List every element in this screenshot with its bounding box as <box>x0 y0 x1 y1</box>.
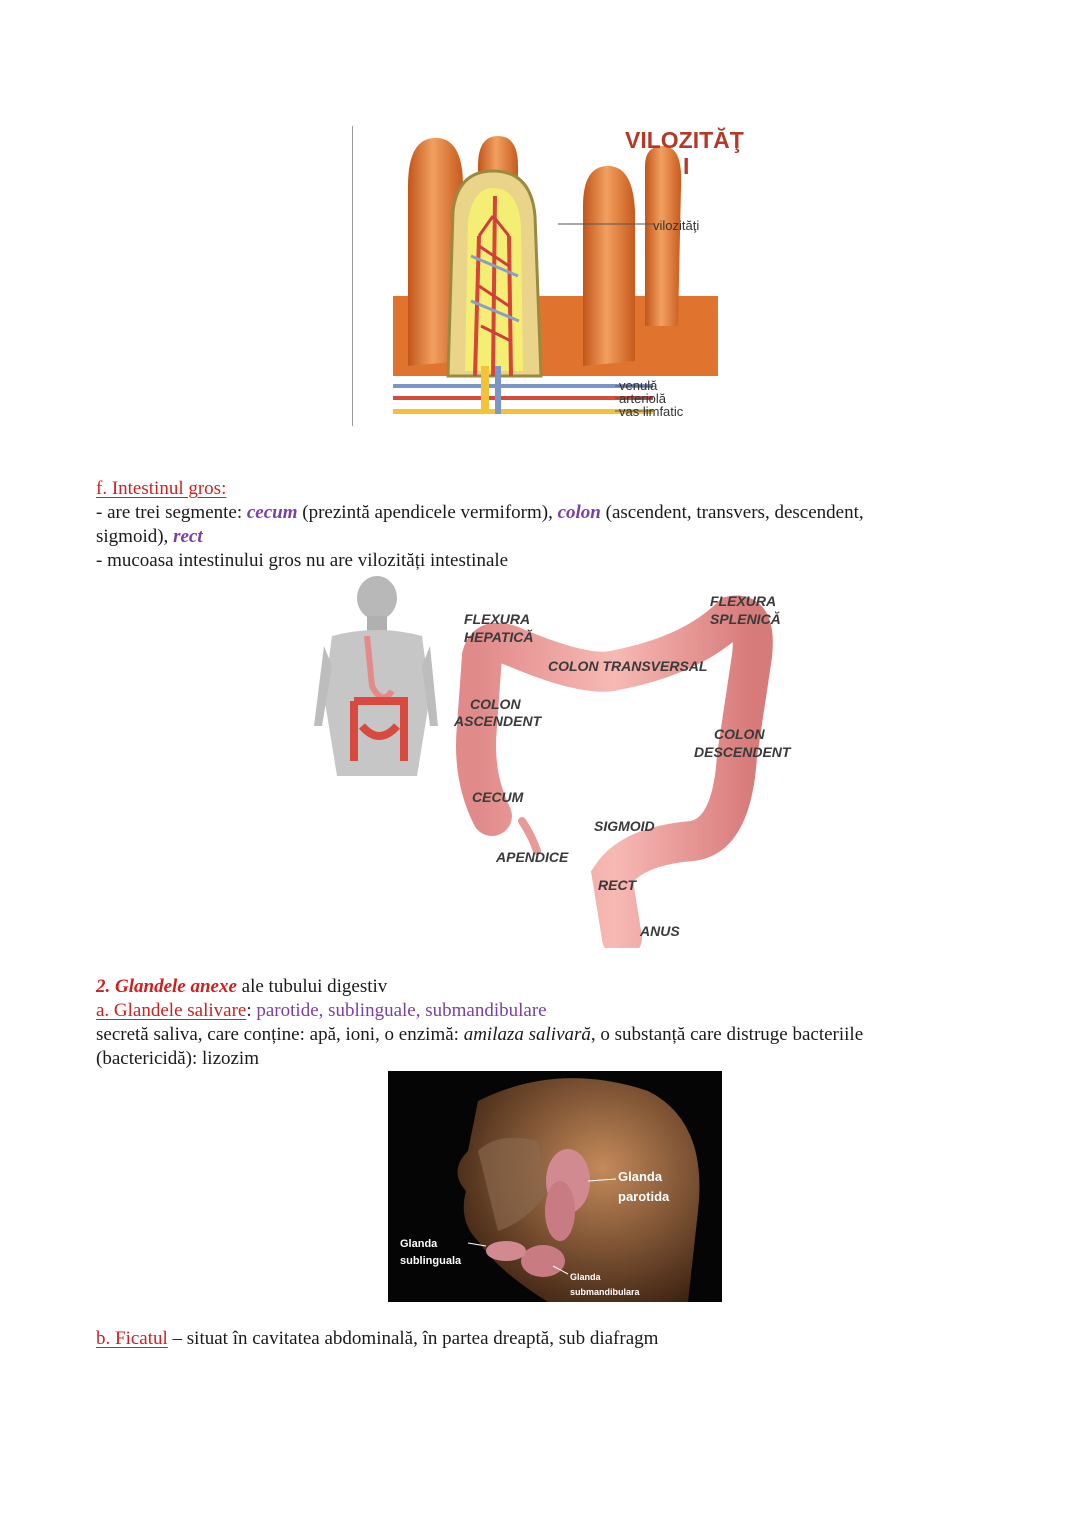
colon-term: colon <box>557 502 601 523</box>
submandibular-label-line2: submandibulara <box>570 1287 640 1297</box>
cecum-note: (prezintă apendicele vermiform), <box>297 502 558 523</box>
liver-description: – situat în cavitatea abdominală, în partea dreaptă, sub diafragm <box>167 1328 659 1349</box>
saliva-line1-prefix: secretă saliva, care conține: apă, ioni, o enzimă: <box>96 1024 464 1045</box>
colon-descendent-line1: COLON <box>714 726 765 742</box>
villi-title-line1: VILOZITĂŢ <box>625 127 744 153</box>
flexura-hepatica-line1: FLEXURA <box>464 611 531 627</box>
apendice-label: APENDICE <box>496 849 569 865</box>
salivary-illustration <box>388 1071 722 1302</box>
colon-ascendent-line2: ASCENDENT <box>454 713 542 729</box>
lymph-vessel-label: vas limfatic <box>619 404 684 419</box>
colon-illustration <box>312 576 792 948</box>
salivary-glands-label: a. Glandele salivare <box>96 1000 247 1021</box>
sigmoid-prefix: sigmoid), <box>96 526 174 547</box>
villi-label: vilozităţi <box>653 218 700 233</box>
torso-silhouette <box>314 576 438 776</box>
arteriole-label: arteriolă <box>619 391 666 406</box>
submandibular-gland <box>521 1245 565 1277</box>
rect-label: RECT <box>598 877 637 893</box>
flexura-splenica-line1: FLEXURA <box>710 593 777 609</box>
parotid-label-line1: Glanda <box>618 1169 663 1184</box>
saliva-line2: (bactericidă): lizozim <box>96 1048 259 1069</box>
cecum-label: CECUM <box>472 789 524 805</box>
salivary-figure <box>388 1071 722 1302</box>
salivary-gland-types: parotide, sublinguale, submandibulare <box>256 1000 547 1021</box>
colon-figure <box>312 576 792 948</box>
large-intestine-section <box>96 477 996 573</box>
colon-ascendent-line1: COLON <box>470 696 521 712</box>
villi-figure <box>352 126 761 426</box>
villi-title-line2: I <box>683 153 690 179</box>
flexura-hepatica-line2: HEPATICĂ <box>464 629 534 645</box>
mucosa-note: - mucoasa intestinului gros nu are vilozități intestinale <box>96 550 509 571</box>
flexura-splenica-line2: SPLENICĂ <box>710 611 781 627</box>
submandibular-label-line1: Glanda <box>570 1272 601 1282</box>
segments-prefix: - are trei segmente: <box>96 502 247 523</box>
saliva-line1-suffix: , o substanță care distruge bacteriile <box>590 1024 864 1045</box>
sublingual-label-line2: sublinguala <box>400 1255 462 1267</box>
colon-note: (ascendent, transvers, descendent, <box>600 502 864 523</box>
sublingual-label-line1: Glanda <box>400 1238 438 1250</box>
venule-label: venulă <box>619 378 658 393</box>
colon-transversal-label: COLON TRANSVERSAL <box>548 658 708 674</box>
colon-descendent-line2: DESCENDENT <box>694 744 791 760</box>
liver-label: b. Ficatul <box>96 1328 168 1349</box>
anus-label: ANUS <box>640 923 680 939</box>
cecum-term: cecum <box>246 502 298 523</box>
rect-term: rect <box>173 526 203 547</box>
parotid-label-line2: parotida <box>618 1189 670 1204</box>
glands-heading-rest: ale tubului digestiv <box>236 976 388 997</box>
villi-illustration <box>353 126 761 426</box>
glands-section <box>96 975 996 1071</box>
liver-line <box>96 1327 996 1351</box>
amylase-term: amilaza salivară <box>463 1024 591 1045</box>
glands-heading: Glandele anexe <box>115 976 237 997</box>
large-intestine-heading: f. Intestinul gros: <box>96 478 227 499</box>
glands-heading-number: 2. <box>96 976 115 997</box>
sublingual-gland <box>486 1241 526 1261</box>
sigmoid-label: SIGMOID <box>594 818 655 834</box>
salivary-colon: : <box>246 1000 257 1021</box>
